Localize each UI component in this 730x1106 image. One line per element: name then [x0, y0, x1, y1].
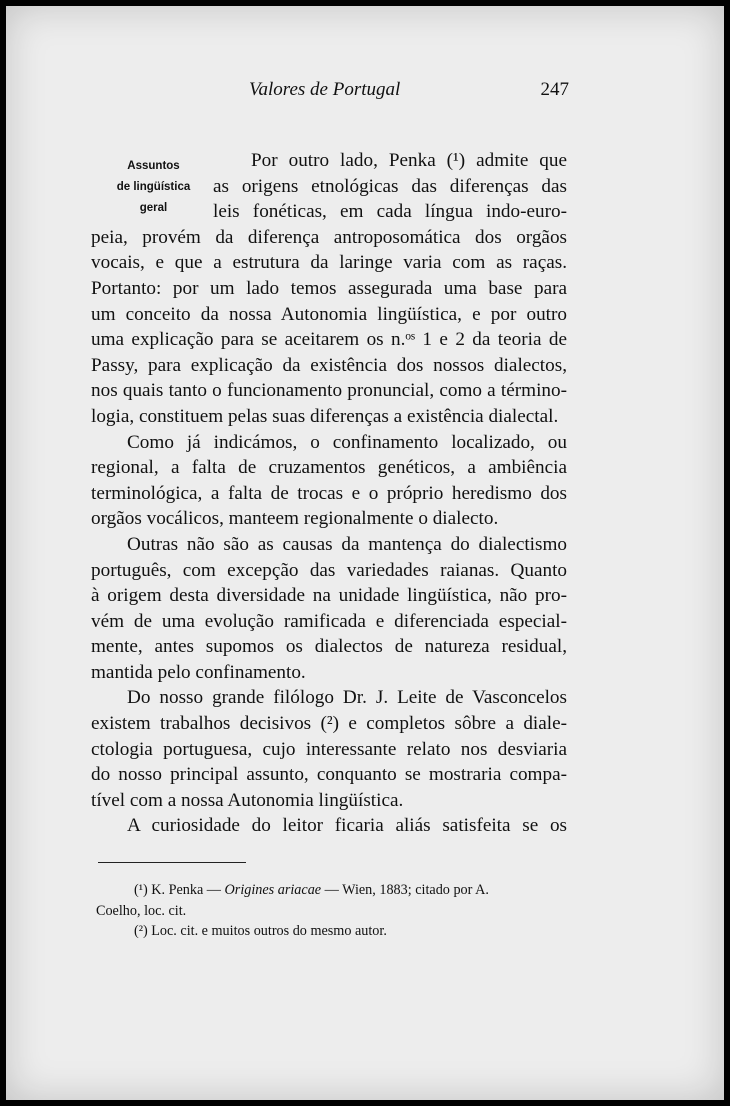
page-header	[249, 79, 569, 105]
text-line: vocais, e que a estrutura da laringe varia com as raças.	[91, 252, 567, 274]
paragraph-start-line: A curiosidade do leitor ficaria aliás satisfeita se os	[127, 815, 567, 837]
text-line: do nosso principal assunto, conquanto se mostraria compa-	[91, 764, 567, 786]
text-line: tível com a nossa Autonomia lingüística.	[91, 789, 404, 811]
text-line: mente, antes supomos os dialectos de natureza residual,	[91, 636, 567, 658]
marginal-note-line: Assuntos	[127, 160, 180, 172]
text-line: existem trabalhos decisivos (²) e completos sôbre a diale-	[91, 713, 567, 735]
text-line: Portanto: por um lado temos assegurada uma base para	[91, 277, 567, 299]
text-line: leis fonéticas, em cada língua indo-euro-	[213, 201, 567, 223]
text-line: mantida pelo confinamento.	[91, 661, 306, 683]
text-line: peia, provém da diferença antroposomática dos orgãos	[91, 226, 567, 248]
text-line: regional, a falta de cruzamentos genéticos, a ambiência	[91, 457, 567, 479]
text-line: português, com excepção das variedades raianas. Quanto	[91, 559, 567, 581]
text-line: um conceito da nossa Autonomia lingüística, e por outro	[91, 303, 567, 325]
marginal-note-line: geral	[139, 202, 168, 214]
text-line: nos quais tanto o funcionamento pronuncial, como a término-	[91, 380, 567, 402]
text-line: Por outro lado, Penka (¹) admite que	[251, 150, 567, 171]
body-text	[91, 148, 567, 839]
paragraph-start-line: Como já indicámos, o confinamento localizado, ou	[127, 431, 567, 453]
marginal-note-line: de lingüística	[116, 181, 191, 193]
text-line: as origens etnológicas das diferenças das	[213, 175, 567, 197]
text-line: terminológica, a falta de trocas e o próprio heredismo dos	[91, 482, 567, 504]
text-line: à origem desta diversidade na unidade lingüística, não pro-	[91, 585, 567, 607]
footnote-1-continuation: Coelho, loc. cit.	[96, 902, 187, 919]
text-line: logia, constituem pelas suas diferenças a existência dialectal.	[91, 405, 559, 427]
footnote-2: (²) Loc. cit. e muitos outros do mesmo autor.	[134, 923, 387, 939]
paragraph-start-line: Outras não são as causas da mantença do dialectismo	[127, 533, 567, 555]
footnotes	[96, 880, 566, 942]
footnote-divider	[98, 862, 246, 863]
text-line: ctologia portuguesa, cujo interessante relato nos desviaria	[91, 738, 567, 760]
footnote-1-author: K. Penka —	[151, 882, 221, 898]
running-title: Valores de Portugal	[249, 79, 401, 100]
page-number: 247	[540, 79, 569, 100]
footnote-1-rest: — Wien, 1883; citado por A.	[324, 882, 489, 898]
footnote-1-marker: (¹)	[134, 882, 148, 898]
paragraph-start-line: Do nosso grande filólogo Dr. J. Leite de Vasconcelos	[127, 687, 567, 709]
footnote-1	[96, 880, 566, 901]
text-line: orgãos vocálicos, manteem regionalmente o dialecto.	[91, 508, 499, 530]
footnote-1-title: Origines ariacae	[224, 882, 322, 898]
book-page	[6, 6, 724, 1100]
text-line: vém de uma evolução ramificada e diferenciada especial-	[91, 610, 567, 632]
text-line: Passy, para explicação da existência dos nossos dialectos,	[91, 354, 567, 376]
text-line: uma explicação para se aceitarem os n.ᵒˢ 1 e 2 da teoria de	[91, 329, 567, 351]
